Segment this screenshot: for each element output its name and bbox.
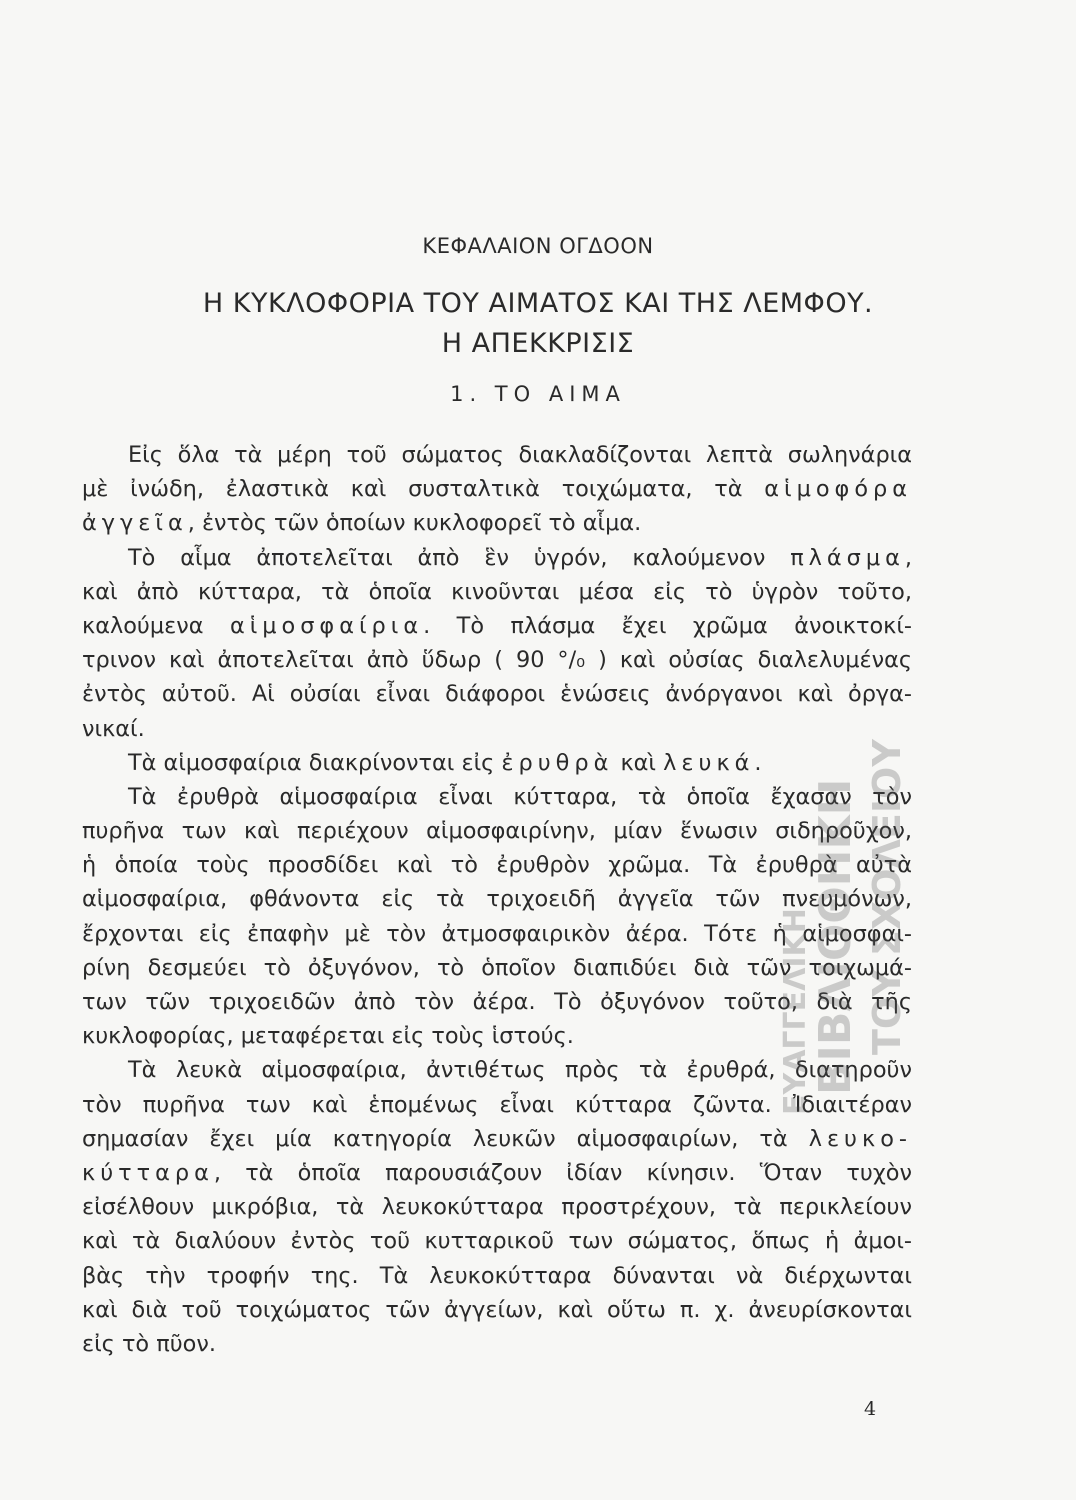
text-run: . Τὸ πλάσμα ἔχει χρῶμα ἀνοικτοκί- [423, 612, 913, 639]
chapter-title-line-2: Η ΑΠΕΚΚΡΙΣΙΣ [441, 328, 635, 359]
stamp-text-3: ΕΥΑΓΓΕΛΙΚΗ [778, 908, 813, 1115]
text-run: καλούμενα [82, 612, 230, 639]
text-line [82, 712, 912, 746]
text-run: τὸν πυρῆνα των καὶ ἑπομένως εἶναι κύτταρα ζῶντα. Ἰδιαιτέραν [82, 1091, 912, 1118]
text-run: εἰς τὸ πῦον. [82, 1330, 216, 1357]
text-run: βὰς τὴν τροφήν της. Τὰ λευκοκύτταρα δύνανται νὰ διέρχωνται [82, 1262, 912, 1289]
emphasized-term: αἱμοφόρα [764, 476, 912, 503]
stamp-text-1: ΒΙΒΛΙΟΘΗΚΗ [810, 778, 861, 1095]
text-line [82, 575, 912, 609]
text-run: καὶ [613, 749, 664, 776]
text-line [82, 1190, 912, 1224]
text-line [82, 1088, 912, 1122]
text-line [82, 472, 912, 506]
text-line [82, 780, 912, 814]
text-run: μὲ ἰνώδη, ἐλαστικὰ καὶ συσταλτικὰ τοιχώματα, τὰ [82, 476, 765, 503]
text-run: ρίνη δεσμεύει τὸ ὀξυγόνον, τὸ ὁποῖον διαπιδύει διὰ τῶν τοιχωμά- [82, 954, 912, 981]
text-run: ἔρχονται εἰς ἐπαφὴν μὲ τὸν ἀτμοσφαιρικὸν ἀέρα. Τότε ἡ αἱμοσφαι- [82, 920, 912, 947]
chapter-title-line-1: Η ΚΥΚΛΟΦΟΡΙΑ ΤΟΥ ΑΙΜΑΤΟΣ ΚΑΙ ΤΗΣ ΛΕΜΦΟΥ. [202, 288, 874, 319]
text-run: σημασίαν ἔχει μία κατηγορία λευκῶν αἱμοσφαιρίων, τὰ [82, 1125, 809, 1152]
text-line [82, 917, 912, 951]
emphasized-term: λευκο- [808, 1125, 912, 1152]
text-line [82, 1224, 912, 1258]
text-line [82, 1019, 912, 1053]
emphasized-term: λευκά [663, 749, 755, 776]
text-line [82, 438, 912, 472]
text-run: Τὸ αἷμα ἀποτελεῖται ἀπὸ ἓν ὑγρόν, καλούμενον [128, 544, 791, 571]
text-run: Εἰς ὅλα τὰ μέρη τοῦ σώματος διακλαδίζονται λεπτὰ σωληνάρια [128, 442, 912, 468]
emphasized-term: κύτταρα [82, 1159, 214, 1186]
text-run: Τὰ ἐρυθρὰ αἱμοσφαίρια εἶναι κύτταρα, τὰ ὁποῖα ἔχασαν τὸν [128, 783, 912, 810]
text-run: εἰσέλθουν μικρόβια, τὰ λευκοκύτταρα προστρέχουν, τὰ περικλείουν [82, 1194, 912, 1221]
text-run: ἐντὸς αὐτοῦ. Αἱ οὐσίαι εἶναι διάφοροι ἑνώσεις ἀνόργανοι καὶ ὀργα- [82, 681, 912, 708]
text-line [82, 985, 912, 1019]
text-run: καὶ ἀπὸ κύτταρα, τὰ ὁποῖα κινοῦνται μέσα εἰς τὸ ὑγρὸν τοῦτο, [82, 578, 912, 605]
text-line [82, 506, 912, 540]
text-line [82, 848, 912, 882]
text-run: πυρῆνα των καὶ περιέχουν αἱμοσφαιρίνην, μίαν ἕνωσιν σιδηροῦχον, [82, 818, 912, 845]
text-line [82, 882, 912, 916]
text-run: ἡ ὁποία τοὺς προσδίδει καὶ τὸ ἐρυθρὸν χρῶμα. Τὰ ἐρυθρὰ αὐτὰ [82, 852, 912, 879]
text-run: Τὰ λευκὰ αἱμοσφαίρια, ἀντιθέτως πρὸς τὰ ἐρυθρά, διατηροῦν [128, 1057, 912, 1084]
text-run: , ἐντὸς τῶν ὁποίων κυκλοφορεῖ τὸ αἷμα. [187, 510, 642, 537]
emphasized-term: ἀγγεῖα [82, 510, 188, 537]
text-run: . [754, 749, 762, 776]
text-run: , [904, 544, 912, 571]
text-run: αἱμοσφαίρια, φθάνοντα εἰς τὰ τριχοειδῆ ἀγγεῖα τῶν πνευμόνων, [82, 886, 912, 913]
text-line [82, 1327, 912, 1361]
text-line [82, 1122, 912, 1156]
text-run: κυκλοφορίας, μεταφέρεται εἰς τοὺς ἱστούς. [82, 1023, 574, 1050]
section-heading: 1. ΤΟ ΑΙΜΑ [450, 382, 626, 406]
text-line [82, 643, 912, 677]
body-text [82, 438, 912, 1361]
emphasized-term: αἱμοσφαίρια [229, 612, 424, 639]
chapter-label: ΚΕΦΑΛΑΙΟΝ ΟΓΔΟΟΝ [422, 234, 654, 258]
text-run: , τὰ ὁποῖα παρουσιάζουν ἰδίαν κίνησιν. Ὅταν τυχὸν [213, 1159, 912, 1186]
text-line [82, 609, 912, 643]
text-line [82, 1053, 912, 1087]
text-line [82, 1156, 912, 1190]
text-line [82, 541, 912, 575]
text-line [82, 677, 912, 711]
emphasized-term: ἐρυθρὰ [501, 749, 614, 776]
text-line [82, 951, 912, 985]
page-number: 4 [864, 1398, 877, 1420]
text-run: νικαί. [82, 715, 145, 742]
stamp-text-2: ΤΟΥ ΣΧΟΛΕΙΟΥ [865, 739, 909, 1055]
text-run: των τῶν τριχοειδῶν ἀπὸ τὸν ἀέρα. Τὸ ὀξυγόνον τοῦτο, διὰ τῆς [82, 989, 912, 1015]
text-line [82, 1259, 912, 1293]
text-run: Τὰ αἱμοσφαίρια διακρίνονται εἰς [128, 749, 502, 776]
text-run: τρινον καὶ ἀποτελεῖται ἀπὸ ὕδωρ ( 90 °/₀ ) καὶ οὐσίας διαλελυμένας [82, 647, 912, 674]
text-run: καὶ διὰ τοῦ τοιχώματος τῶν ἀγγείων, καὶ οὕτω π. χ. ἀνευρίσκονται [82, 1296, 912, 1323]
text-line [82, 746, 912, 780]
text-line [82, 1293, 912, 1327]
emphasized-term: πλάσμα [790, 544, 905, 571]
text-run: καὶ τὰ διαλύουν ἐντὸς τοῦ κυτταρικοῦ των σώματος, ὅπως ἡ ἀμοι- [82, 1228, 912, 1255]
text-line [82, 814, 912, 848]
